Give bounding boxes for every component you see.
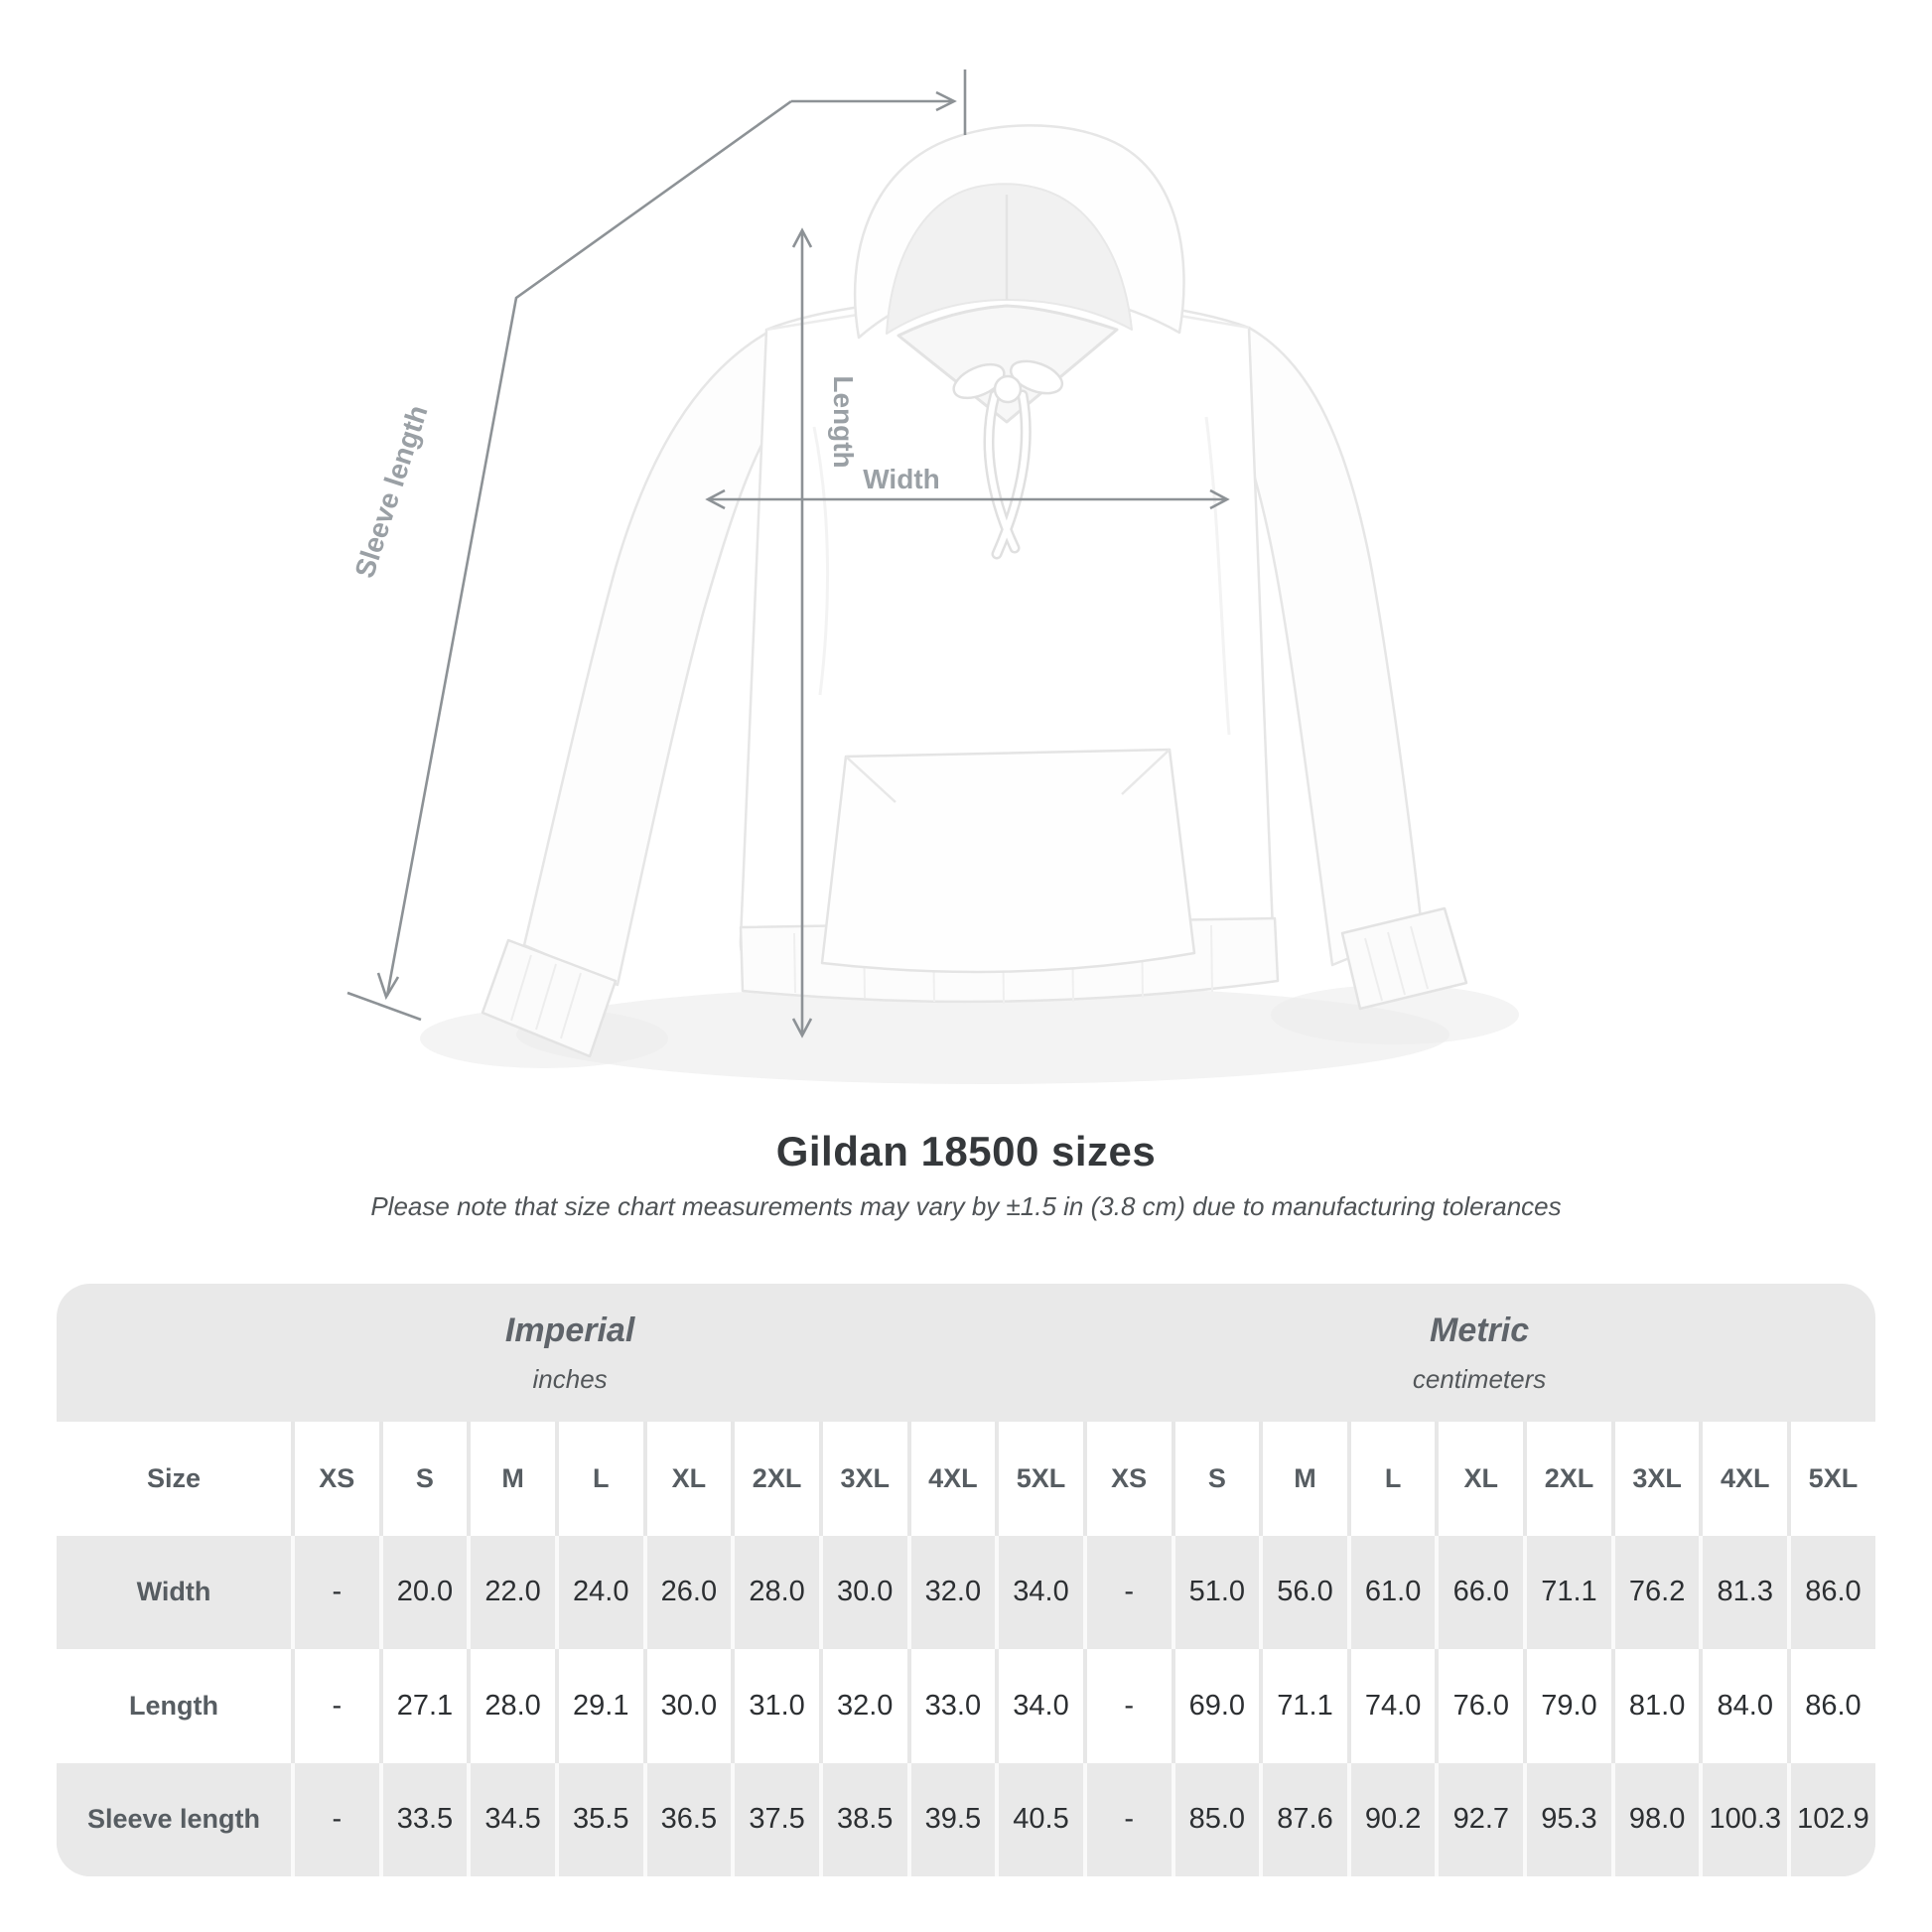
size-column-header-17: 5XL [1787, 1422, 1875, 1536]
value-0-10: 51.0 [1172, 1536, 1260, 1650]
size-column-header-2: M [467, 1422, 555, 1536]
value-1-7: 33.0 [907, 1649, 996, 1763]
value-0-4: 26.0 [643, 1536, 732, 1650]
value-2-15: 98.0 [1611, 1763, 1700, 1877]
value-0-3: 24.0 [555, 1536, 643, 1650]
value-1-1: 27.1 [379, 1649, 468, 1763]
size-column-header-7: 4XL [907, 1422, 996, 1536]
cuff-tick [347, 993, 421, 1020]
value-2-8: 40.5 [995, 1763, 1083, 1877]
value-0-15: 76.2 [1611, 1536, 1700, 1650]
value-0-2: 22.0 [467, 1536, 555, 1650]
value-0-7: 32.0 [907, 1536, 996, 1650]
value-2-7: 39.5 [907, 1763, 996, 1877]
size-column-header-14: 2XL [1523, 1422, 1611, 1536]
page-title: Gildan 18500 sizes [775, 1128, 1157, 1174]
value-0-5: 28.0 [731, 1536, 819, 1650]
value-1-11: 71.1 [1259, 1649, 1347, 1763]
value-0-0: - [291, 1536, 379, 1650]
value-1-10: 69.0 [1172, 1649, 1260, 1763]
value-2-2: 34.5 [467, 1763, 555, 1877]
value-2-16: 100.3 [1699, 1763, 1787, 1877]
value-0-1: 20.0 [379, 1536, 468, 1650]
size-column-header-16: 4XL [1699, 1422, 1787, 1536]
row-label-2: Sleeve length [86, 1804, 261, 1835]
value-2-9: - [1083, 1763, 1172, 1877]
value-1-17: 86.0 [1787, 1649, 1875, 1763]
value-1-6: 32.0 [819, 1649, 907, 1763]
metric-title: Metric [1430, 1311, 1530, 1349]
row-label-0: Width [136, 1577, 211, 1607]
value-1-3: 29.1 [555, 1649, 643, 1763]
value-2-5: 37.5 [731, 1763, 819, 1877]
size-column-header-8: 5XL [995, 1422, 1083, 1536]
value-1-13: 76.0 [1435, 1649, 1523, 1763]
size-column-header-15: 3XL [1611, 1422, 1700, 1536]
value-0-14: 71.1 [1523, 1536, 1611, 1650]
value-1-0: - [291, 1649, 379, 1763]
title-block [0, 1128, 1932, 1222]
size-column-header-5: 2XL [731, 1422, 819, 1536]
tolerance-note: Please note that size chart measurements may vary by ±1.5 in (3.8 cm) due to manufacturing tolerances [370, 1191, 1562, 1221]
value-1-5: 31.0 [731, 1649, 819, 1763]
value-2-14: 95.3 [1523, 1763, 1611, 1877]
metric-header [1083, 1284, 1875, 1422]
hoodie-image [483, 125, 1466, 1056]
imperial-header [57, 1284, 1083, 1422]
value-1-4: 30.0 [643, 1649, 732, 1763]
value-0-12: 61.0 [1347, 1536, 1436, 1650]
value-2-0: - [291, 1763, 379, 1877]
length-label: Length [828, 375, 859, 469]
value-2-10: 85.0 [1172, 1763, 1260, 1877]
value-2-11: 87.6 [1259, 1763, 1347, 1877]
value-0-8: 34.0 [995, 1536, 1083, 1650]
table-row-width [57, 1536, 1875, 1650]
value-2-4: 36.5 [643, 1763, 732, 1877]
size-header-row [57, 1422, 1875, 1536]
size-column-header-1: S [379, 1422, 468, 1536]
size-column-header-0: XS [291, 1422, 379, 1536]
metric-unit: centimeters [1412, 1363, 1547, 1394]
size-column-header-4: XL [643, 1422, 732, 1536]
value-0-6: 30.0 [819, 1536, 907, 1650]
size-column-header-9: XS [1083, 1422, 1172, 1536]
value-1-2: 28.0 [467, 1649, 555, 1763]
size-table [57, 1284, 1875, 1876]
sleeve-length-label: Sleeve length [348, 401, 434, 582]
size-column-header-6: 3XL [819, 1422, 907, 1536]
kangaroo-pocket [822, 750, 1194, 972]
value-0-11: 56.0 [1259, 1536, 1347, 1650]
value-1-16: 84.0 [1699, 1649, 1787, 1763]
size-header-label: Size [146, 1462, 201, 1493]
value-1-12: 74.0 [1347, 1649, 1436, 1763]
size-column-header-13: XL [1435, 1422, 1523, 1536]
value-2-12: 90.2 [1347, 1763, 1436, 1877]
value-1-15: 81.0 [1611, 1649, 1700, 1763]
value-1-8: 34.0 [995, 1649, 1083, 1763]
value-0-13: 66.0 [1435, 1536, 1523, 1650]
unit-header-row [57, 1284, 1875, 1422]
width-label: Width [863, 464, 940, 494]
size-column-header-12: L [1347, 1422, 1436, 1536]
value-2-1: 33.5 [379, 1763, 468, 1877]
value-1-9: - [1083, 1649, 1172, 1763]
value-1-14: 79.0 [1523, 1649, 1611, 1763]
value-2-13: 92.7 [1435, 1763, 1523, 1877]
imperial-title: Imperial [504, 1311, 635, 1349]
value-0-16: 81.3 [1699, 1536, 1787, 1650]
size-column-header-3: L [555, 1422, 643, 1536]
table-row-length [57, 1649, 1875, 1763]
value-2-6: 38.5 [819, 1763, 907, 1877]
imperial-unit: inches [532, 1363, 608, 1394]
row-label-1: Length [128, 1690, 218, 1721]
value-0-9: - [1083, 1536, 1172, 1650]
size-column-header-10: S [1172, 1422, 1260, 1536]
value-0-17: 86.0 [1787, 1536, 1875, 1650]
size-column-header-11: M [1259, 1422, 1347, 1536]
table-row-sleeve-length [57, 1763, 1875, 1877]
value-2-3: 35.5 [555, 1763, 643, 1877]
value-2-17: 102.9 [1787, 1763, 1875, 1877]
